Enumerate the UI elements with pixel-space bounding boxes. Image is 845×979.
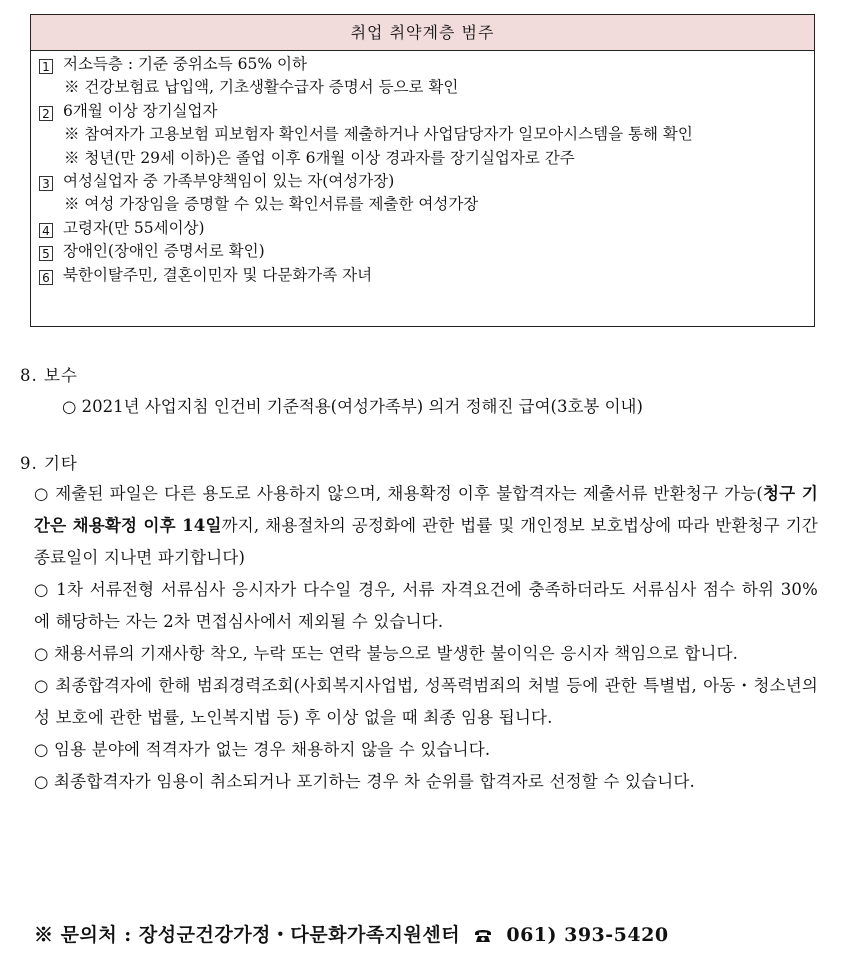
section-9-title: 9. 기타 [20,454,78,473]
salary-item: ○ 2021년 사업지침 인건비 기준적용(여성가족부) 의거 정해진 급여(3호봉 이내) [62,397,643,416]
category-text: 북한이탈주민, 결혼이민자 및 다문화가족 자녀 [63,265,373,284]
note-background-check: ○ 최종합격자에 한해 범죄경력조회(사회복지사업법, 성폭력범죄의 처벌 등에 관한 특별법, 아동・청소년의 성 보호에 관한 법률, 노인복지법 등) 후 이상 없을 때 최종 임용 됩니다. [34,676,818,727]
note-errors: ○ 채용서류의 기재사항 착오, 누락 또는 연락 불능으로 발생한 불이익은 응시자 책임으로 합니다. [34,644,739,663]
category-number: 3 [39,176,53,191]
table-note: ※ 여성 가장임을 증명할 수 있는 확인서류를 제출한 여성가장 [64,195,479,214]
note-text: ○ 제출된 파일은 다른 용도로 사용하지 않으며, 채용확정 이후 불합격자는 제출서류 반환청구 가능( [34,484,764,503]
note-screening: ○ 1차 서류전형 서류심사 응시자가 다수일 경우, 서류 자격요건에 충족하더라도 서류심사 점수 하위 30%에 해당하는 자는 2차 면접심사에서 제외될 수 있습니다. [34,580,818,631]
category-number: 6 [39,270,53,285]
table-category [39,170,814,193]
category-number: 4 [39,223,53,238]
category-text: 여성실업자 중 가족부양책임이 있는 자(여성가장) [63,171,395,190]
category-text: 저소득층 : 기준 중위소득 65% 이하 [63,55,307,73]
phone-icon [473,926,493,948]
category-number: 5 [39,246,53,261]
table-category [39,240,814,263]
note-emphasis: 청구 기간은 채용확정 이후 14일 [34,484,818,535]
category-number: 1 [39,59,53,74]
vulnerable-groups-table [30,14,815,327]
category-text: 고령자(만 55세이상) [63,218,205,237]
table-category [39,100,814,123]
note-return-docs [34,478,818,574]
table-note: ※ 참여자가 고용보험 피보험자 확인서를 제출하거나 사업담당자가 일모아시스템을 통해 확인 [64,125,693,144]
note-text: 까지, 채용절차의 공정화에 관한 법률 및 개인정보 보호법상에 따라 반환청구 기간 종료일이 지나면 파기합니다) [34,516,818,567]
category-text: 장애인(장애인 증명서로 확인) [63,242,265,261]
category-number: 2 [39,106,53,121]
table-note: ※ 건강보험료 납입액, 기초생활수급자 증명서 등으로 확인 [64,78,459,97]
table-category [39,217,814,240]
table-category [39,53,814,76]
contact-phone: 061) 393-5420 [506,924,669,946]
section-8-title: 8. 보수 [20,366,78,385]
contact-label: ※ 문의처 : 장성군건강가정・다문화가족지원센터 [34,924,461,946]
contact-line [34,920,669,948]
note-no-hire: ○ 임용 분야에 적격자가 없는 경우 채용하지 않을 수 있습니다. [34,740,491,759]
table-category [39,264,814,287]
table-body [31,51,814,287]
misc-notes [34,478,818,798]
table-note: ※ 청년(만 29세 이하)은 졸업 이후 6개월 이상 경과자를 장기실업자로 간주 [64,148,575,167]
table-header: 취업 취약계층 범주 [31,15,814,51]
note-next-rank: ○ 최종합격자가 임용이 취소되거나 포기하는 경우 차 순위를 합격자로 선정할 수 있습니다. [34,772,695,791]
category-text: 6개월 이상 장기실업자 [63,101,218,120]
